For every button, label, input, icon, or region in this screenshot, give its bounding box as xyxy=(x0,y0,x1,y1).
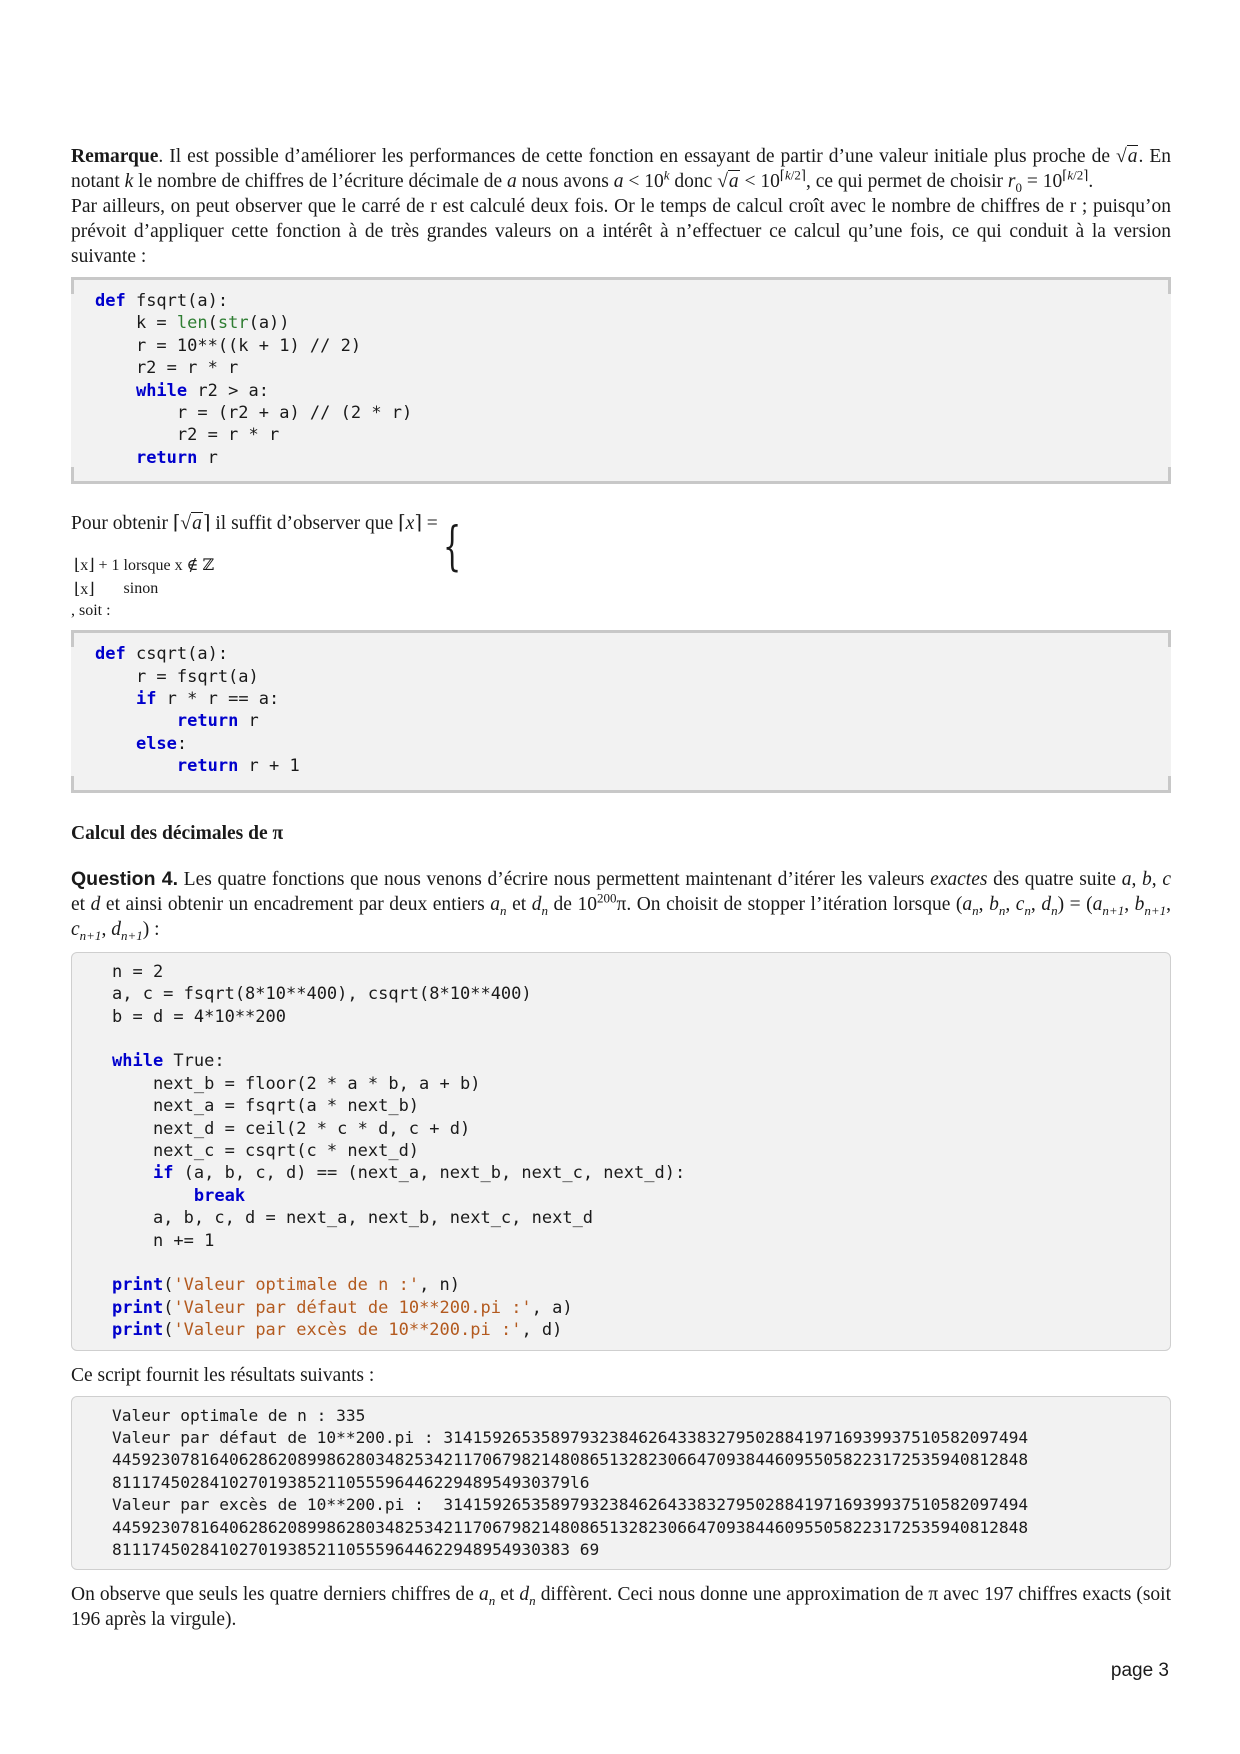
remark-text: le nombre de chiffres de l’écriture décimale de xyxy=(133,171,508,192)
remark-text: . En notant xyxy=(71,146,1171,192)
remark-text: . Il est possible d’améliorer les performances de cette fonction en essayant de partir d’une valeur initiale plus proche de xyxy=(158,146,1116,167)
section-title: Calcul des décimales de π xyxy=(71,822,284,844)
code-block-fsqrt: def fsqrt(a): k = len(str(a)) r = 10**((k + 1) // 2) r2 = r * r while r2 > a: r = (r2 + a) // (2 * r) r2 = r * r return r xyxy=(71,277,1171,484)
conclusion-paragraph: On observe que seuls les quatre derniers chiffres de $a_n$ et $d_n$ diffèrent. Ceci nous donne une approximation de π avec 197 chiffres exacts (soit 196 après la virgule). xyxy=(71,1584,1172,1631)
page-number: page 3 xyxy=(1110,1660,1169,1681)
remark-paragraph: Remarque. Il est possible d’améliorer les performances de cette fonction en essayant de partir d’une valeur initiale plus proche de √a. En notant k le nombre de chiffres de l’écriture décimale de a nous avons $a < 10^k$ donc $√a < 10^{⌈k/2⌉}$, ce qui permet de choisir $r_0 = 10^{⌈k/2⌉}$. xyxy=(71,146,1171,195)
remark-text: . xyxy=(1088,171,1094,192)
output-block: Valeur optimale de n : 335 Valeur par défaut de 10**200.pi : 314159265358979323846264338327950288419716939937510582097494 4459230781640628620899862803482534211706798214808651328230664709384460955058223172535940812848 81117450284102701938521105559644622948954930379l6 Valeur par excès de 10**200.pi : 314159265358979323846264338327950288419716939937510582097494 4459230781640628620899862803482534211706798214808651328230664709384460955058223172535940812848 81117450284102701938521105559644622948954930383 69 xyxy=(71,1396,1171,1571)
question-paragraph: Question 4. Les quatre fonctions que nous venons d’écrire nous permettent maintenant d’itérer les valeurs exactes des quatre suite a, b, c et d et ainsi obtenir un encadrement par deux entiers $a_n$ et $d_n$ de $10^{200}\pi$. On choisit de stopper l’itération lorsque ($a_n$, $b_n$, $c_n$, $d_n) = (a_{n+1}$, $b_{n+1}$, $c_{n+1}$, $d_{n+1}$) : xyxy=(71,867,1172,943)
ceil-paragraph: Pour obtenir ⌈√a⌉ il suffit d’observer que ⌈x⌉ = { xyxy=(71,513,461,577)
remark-paragraph-2: Par ailleurs, on peut observer que le carré de r est calculé deux fois. Or le temps de calcul croît avec le nombre de chiffres de r ; puisqu’on prévoit d’appliquer cette fonction à de très grandes valeurs on a intérêt à n’effectuer ce calcul qu’une fois, ce qui conduit à la version suivante : xyxy=(71,196,1171,267)
code-block-main: n = 2 a, c = fsqrt(8*10**400), csqrt(8*10**400) b = d = 4*10**200 while True: next_b = floor(2 * a * b, a + b) next_a = fsqrt(a * next_b) next_d = ceil(2 * c * d, c + d) next_c = csqrt(c * next_d) if (a, b, c, d) == (next_a, next_b, next_c, next_d): break a, b, c, d = next_a, next_b, next_c, next_d n += 1 print('Valeur optimale de n :', n) print('Valeur par défaut de 10**200.pi :', a) print('Valeur par excès de 10**200.pi :', d) xyxy=(71,952,1171,1351)
page-content: Remarque. Il est possible d’améliorer les performances de cette fonction en essayant de partir d’une valeur initiale plus proche de √a. En notant k le nombre de chiffres de l’écriture décimale de a nous avons $a < 10^k$ donc $√a < 10^{⌈k/2⌉}$, ce qui permet de choisir $r_0 = 10^{⌈k/2⌉}$. Par ailleurs, on peut observer que le carré de r est calculé deux fois. Or le temps de calcul croît avec le nombre de chiffres de r ; puisqu’on prévoit d’appliquer cette fonction à de très grandes valeurs on a intérêt à n’effectuer ce calcul qu’une fois, ce qui conduit à la version suivante : def fsqrt(a): k = len(str(a)) r = 10**((k + 1) // 2) r2 = r * r while r2 > a: r = (r2 + a) // (2 * r) r2 = r * r return r Pour obtenir ⌈√a⌉ il suffit d’observer que ⌈x⌉ = { ⌊x⌋ + 1 lorsque x ∉ ℤ ⌊x⌋ sinon , soit : def csqrt(a): r = fsqrt(a) if r * r == a: return r else: return r + 1 Calcul des décimales de π Question 4. Les quatre fonctions que nous venons d’écrire nous permettent maintenant d’itérer les valeurs exactes des quatre suite a, b, c et d et ainsi obtenir un encadrement par deux entiers $a_n$ et $d_n$ de $10^{200}\pi$. On choisit de stopper l’itération lorsque ($a_n$, $b_n$, $c_n$, $d_n) = (a_{n+1}$, $b_{n+1}$, $c_{n+1}$, $d_{n+1}$) : n = 2 a, c = fsqrt(8*10**400), csqrt(8*10**400) b = d = 4*10**200 while True: next_b = floor(2 * a * b, a + b) next_a = fsqrt(a * next_b) next_d = ceil(2 * c * d, c + d) next_c = csqrt(c * next_d) if (a, b, c, d) == (next_a, next_b, next_c, next_d): break a, b, c, d = next_a, next_b, next_c, next_d n += 1 print('Valeur optimale de n :', n) print('Valeur par défaut de 10**200.pi :', a) print('Valeur par excès de 10**200.pi :', d) Ce script fournit les résultats suivants : Valeur optimale de n : 335 Valeur par défaut de 10**200.pi : 314159265358979323846264338327950288419716939937510582097494 4459230781640628620899862803482534211706798214808651328230664709384460955058223172535940812848 81117450284102701938521105559644622948954930379l6 Valeur par excès de 10**200.pi : 314159265358979323846264338327950288419716939937510582097494 4459230781640628620899862803482534211706798214808651328230664709384460955058223172535940812848 81117450284102701938521105559644622948954930383 69 On observe que seuls les quatre derniers chiffres de $a_n$ et $d_n$ diffèrent. Ceci nous donne une approximation de π avec 197 chiffres exacts (soit 196 après la virgule). xyxy=(71,146,1172,1631)
code-block-csqrt: def csqrt(a): r = fsqrt(a) if r * r == a: return r else: return r + 1 xyxy=(71,630,1171,792)
remark-text: , ce qui permet de choisir xyxy=(805,171,1008,192)
remark-text: donc xyxy=(669,171,718,192)
results-intro: Ce script fournit les résultats suivants : xyxy=(71,1364,375,1386)
remark-label: Remarque xyxy=(71,146,159,167)
remark-text: nous avons xyxy=(516,171,614,192)
